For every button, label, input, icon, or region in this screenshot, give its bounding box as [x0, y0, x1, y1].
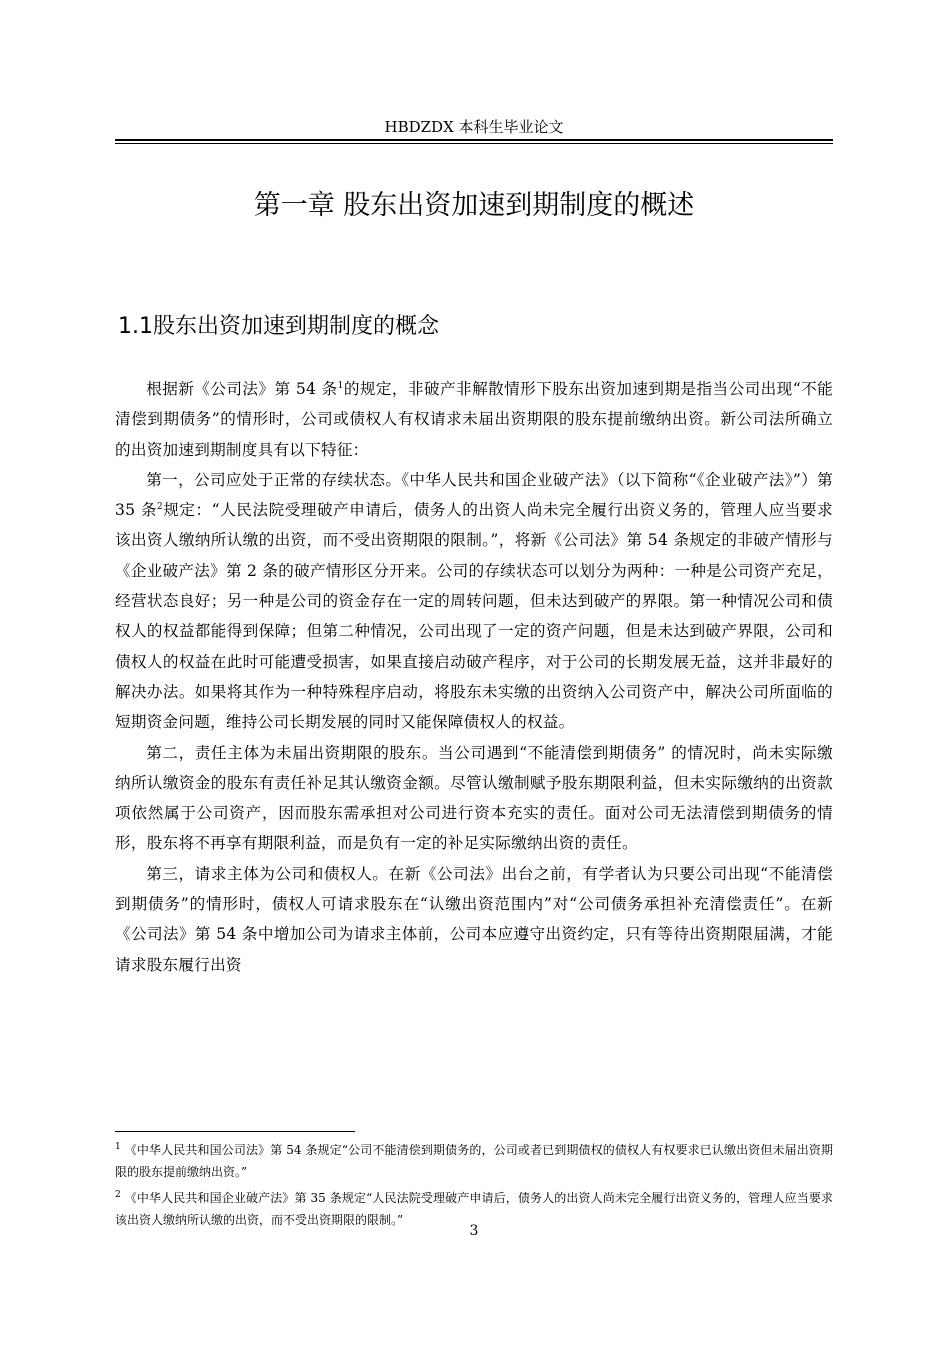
footnote-text: 《中华人民共和国企业破产法》第 35 条规定“人民法院受理破产申请后，债务人的出资人尚未完全履行出资义务的，管理人应当要求该出资人缴纳所认缴的出资，而不受出资期限的限制。”	[115, 1191, 833, 1227]
paragraph-text: 第三，请求主体为公司和债权人。在新《公司法》出台之前，有学者认为只要公司出现“不能清偿到期债务”的情形时，债权人可请求股东在“认缴出资范围内”对“公司债务承担补充清偿责任”。在新《公司法》第 54 条中增加公司为请求主体前，公司本应遵守出资约定，只有等待出资期限届满，才能请求股东履行出资	[115, 864, 833, 974]
footnote-text: 《中华人民共和国公司法》第 54 条规定“公司不能清偿到期债务的，公司或者已到期债权的债权人有权要求已认缴出资但未届出资期限的股东提前缴纳出资。”	[115, 1143, 833, 1179]
paragraph-text: 第一，公司应处于正常的存续状态。《中华人民共和国企业破产法》（以下简称“《企业破产法》”）第 35 条	[115, 470, 833, 520]
chapter-title: 第一章 股东出资加速到期制度的概述	[253, 190, 695, 221]
footnote-mark: 1	[115, 1142, 121, 1152]
paragraph-text: 根据新《公司法》第 54 条	[146, 380, 338, 398]
header-rule-thin	[115, 143, 833, 144]
paragraph-text: 第二，责任主体为未届出资期限的股东。当公司遇到“不能清偿到期债务” 的情况时，尚未实际缴纳所认缴资金的股东有责任补足其认缴资金额。尽管认缴制赋予股东期限利益，但未实际缴纳的出资款项依然属于公司资产，因而股东需承担对公司进行资本充实的责任。面对公司无法清偿到期债务的情形，股东将不再享有期限利益，而是负有一定的补足实际缴纳出资的责任。	[115, 743, 833, 853]
running-header: HBDZDX 本科生毕业论文	[384, 118, 564, 136]
paragraph-text: 规定：“人民法院受理破产申请后，债务人的出资人尚未完全履行出资义务的，管理人应当要求该出资人缴纳所认缴的出资，而不受出资期限的限制。”，将新《公司法》第 54 条规定的非破产情形与《企业破产法》第 2 条的破产情形区分开来。公司的存续状态可以划分为两种：一种是公司资产充足，经营状态良好；另一种是公司的资金存在一定的周转问题，但未达到破产的界限。第一种情况公司和债权人的权益都能得到保障；但第二种情况，公司出现了一定的资产问题，但是未达到破产界限，公司和债权人的权益在此时可能遭受损害，如果直接启动破产程序，对于公司的长期发展无益，这并非最好的解决办法。如果将其作为一种特殊程序启动，将股东未实缴的出资纳入公司资产中，解决公司所面临的短期资金问题，维持公司长期发展的同时又能保障债权人的权益。	[115, 501, 833, 732]
paragraph-4	[115, 859, 833, 980]
paragraph-1	[115, 374, 833, 465]
footnote-separator	[115, 1131, 355, 1132]
body-text	[115, 374, 833, 980]
paragraph-text: 的规定，非破产非解散情形下股东出资加速到期是指当公司出现“不能清偿到期债务”的情形时，公司或债权人有权请求未届出资期限的股东提前缴纳出资。新公司法所确立的出资加速到期制度具有以下特征：	[115, 380, 833, 459]
footnotes	[115, 1139, 833, 1235]
footnote-1	[115, 1139, 833, 1183]
section-title: 1.1股东出资加速到期制度的概念	[118, 314, 439, 339]
paragraph-2	[115, 465, 833, 738]
footnote-ref[interactable]: 2	[156, 502, 163, 512]
page-number: 3	[469, 1223, 479, 1239]
footnote-mark: 2	[115, 1190, 121, 1200]
header-rule-thick	[115, 139, 833, 141]
paragraph-3	[115, 738, 833, 859]
footnote-ref[interactable]: 1	[337, 380, 344, 391]
